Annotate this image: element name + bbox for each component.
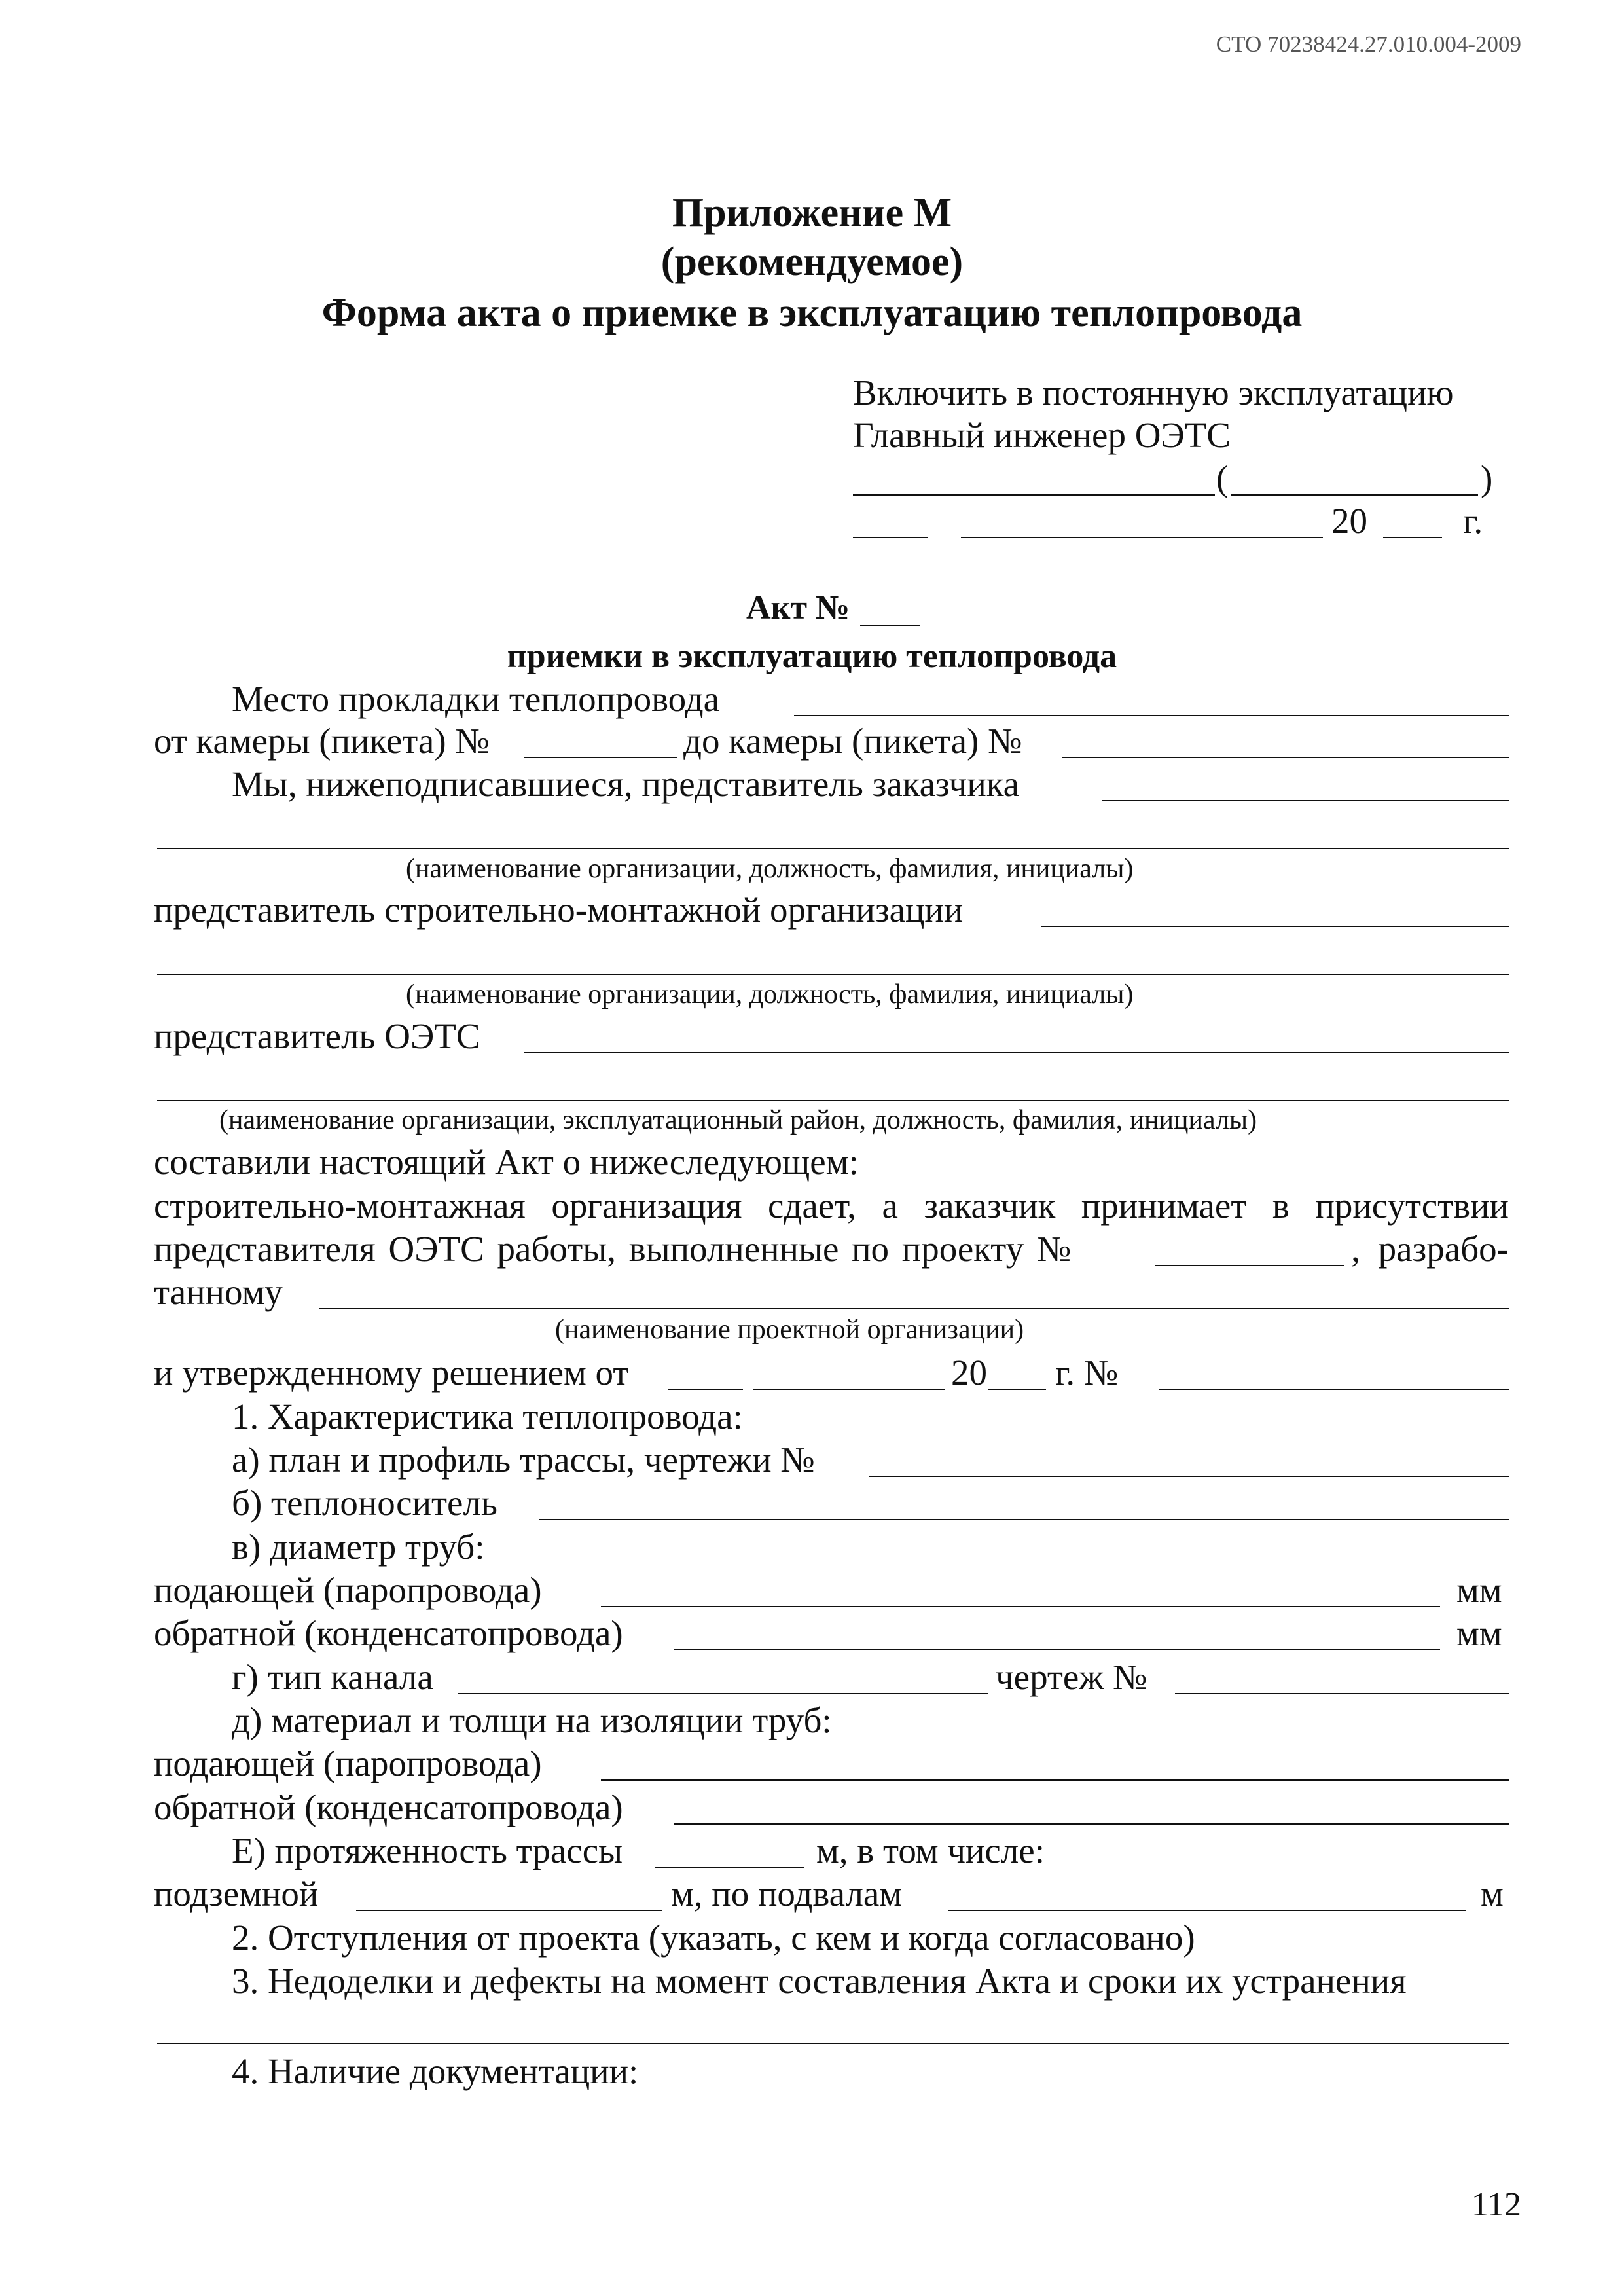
customer-rep-field — [1102, 800, 1509, 801]
supply-insulation-label: подающей (паропровода) — [154, 1743, 542, 1783]
item-1d-label: г) тип канала — [232, 1657, 433, 1697]
act-number-field — [860, 625, 920, 626]
date-year-field — [1383, 537, 1442, 538]
decision-year-field — [988, 1389, 1046, 1390]
place-label: Место прокладки теплопровода — [232, 679, 719, 719]
compiled-text: составили настоящий Акт о нижеследующем: — [154, 1142, 859, 1182]
project-caption: (наименование проектной организации) — [555, 1315, 1024, 1345]
from-chamber-label: от камеры (пикета) № — [154, 721, 490, 761]
paragraph-line-2b: , разрабо- — [1351, 1229, 1509, 1269]
drawings-field — [869, 1476, 1509, 1477]
page-number: 112 — [1471, 2186, 1521, 2223]
return-insulation-label: обратной (конденсатопровода) — [154, 1787, 623, 1827]
construction-rep-label: представитель строительно-монтажной организации — [154, 890, 964, 930]
date-month-field — [961, 537, 1323, 538]
year-prefix: 20 — [1331, 501, 1367, 541]
appendix-status: (рекомендуемое) — [660, 240, 964, 284]
decision-year-prefix: 20 — [951, 1353, 987, 1393]
close-paren: ) — [1481, 458, 1493, 498]
return-diameter-label: обратной (конденсатопровода) — [154, 1613, 623, 1653]
basements-field — [948, 1910, 1466, 1911]
item-1c-label: в) диаметр труб: — [232, 1527, 485, 1567]
open-paren: ( — [1216, 458, 1229, 498]
item-1: 1. Характеристика теплопровода: — [232, 1396, 743, 1436]
oets-rep-label: представитель ОЭТС — [154, 1016, 480, 1056]
item-2: 2. Отступления от проекта (указать, с кем и когда согласовано) — [232, 1918, 1195, 1958]
length-label: Е) протяженность трассы — [232, 1831, 623, 1870]
return-insulation-field — [674, 1823, 1509, 1825]
place-field — [794, 715, 1509, 716]
item-3: 3. Недоделки и дефекты на момент составления Акта и сроки их устранения — [232, 1961, 1407, 2001]
basements-unit: м — [1481, 1874, 1504, 1914]
construction-rep-line — [157, 974, 1509, 975]
defects-field — [157, 2043, 1509, 2044]
oets-caption: (наименование организации, эксплуатационный район, должность, фамилия, инициалы) — [219, 1105, 1257, 1135]
channel-type-field — [458, 1693, 988, 1694]
date-day-field — [853, 537, 928, 538]
paragraph-line-1: строительно-монтажная организация сдает, а заказчик принимает в присутствии — [154, 1186, 1509, 1226]
heat-carrier-field — [539, 1519, 1509, 1520]
item-1b-label: б) теплоноситель — [232, 1483, 498, 1523]
project-number-field — [1155, 1265, 1344, 1266]
underground-label: подземной — [154, 1874, 319, 1914]
approval-include: Включить в постоянную эксплуатацию — [853, 373, 1454, 412]
oets-rep-field — [524, 1052, 1509, 1053]
year-suffix: г. — [1463, 501, 1483, 541]
construction-caption: (наименование организации, должность, фамилия, инициалы) — [406, 979, 1134, 1010]
decision-month-field — [753, 1389, 945, 1390]
item-1e-label: д) материал и толщи на изоляции труб: — [232, 1700, 832, 1740]
project-org-field — [319, 1308, 1509, 1309]
item-1a-label: а) план и профиль трассы, чертежи № — [232, 1440, 815, 1480]
decision-day-field — [668, 1389, 743, 1390]
to-chamber-label: до камеры (пикета) № — [683, 721, 1022, 761]
supply-diameter-field — [601, 1606, 1440, 1607]
approval-chief-engineer: Главный инженер ОЭТС — [853, 415, 1231, 455]
decision-number-label: г. № — [1055, 1353, 1119, 1393]
we-signed-label: Мы, нижеподписавшиеся, представитель заказчика — [232, 764, 1020, 804]
oets-rep-line — [157, 1100, 1509, 1101]
customer-caption: (наименование организации, должность, фамилия, инициалы) — [406, 854, 1134, 884]
supply-unit: мм — [1456, 1570, 1502, 1610]
signature-field — [853, 494, 1215, 496]
form-title: Форма акта о приемке в эксплуатацию теплопровода — [321, 291, 1303, 335]
decision-number-field — [1159, 1389, 1509, 1390]
length-field — [655, 1867, 804, 1868]
act-number-label: Акт № — [746, 589, 850, 627]
underground-field — [356, 1910, 662, 1911]
return-unit: мм — [1456, 1613, 1502, 1653]
standard-code: СТО 70238424.27.010.004-2009 — [1216, 31, 1521, 57]
paragraph-line-2a: представителя ОЭТС работы, выполненные по проекту № — [154, 1229, 1072, 1269]
item-4: 4. Наличие документации: — [232, 2051, 639, 2091]
act-subtitle: приемки в эксплуатацию теплопровода — [507, 638, 1117, 675]
drawing-number-label: чертеж № — [996, 1657, 1147, 1697]
signature-name-field — [1231, 494, 1478, 496]
return-diameter-field — [674, 1649, 1440, 1650]
supply-insulation-field — [601, 1779, 1509, 1781]
construction-rep-field — [1041, 926, 1509, 927]
paragraph-line-3: танному — [154, 1272, 283, 1312]
approved-label: и утвержденному решением от — [154, 1353, 629, 1393]
customer-rep-line — [157, 848, 1509, 849]
basements-label: м, по подвалам — [671, 1874, 903, 1914]
length-unit-label: м, в том числе: — [816, 1831, 1045, 1870]
to-chamber-field — [1062, 757, 1509, 758]
supply-diameter-label: подающей (паропровода) — [154, 1570, 542, 1610]
appendix-title: Приложение М — [672, 191, 952, 235]
drawing-number-field — [1175, 1693, 1509, 1694]
from-chamber-field — [524, 757, 677, 758]
